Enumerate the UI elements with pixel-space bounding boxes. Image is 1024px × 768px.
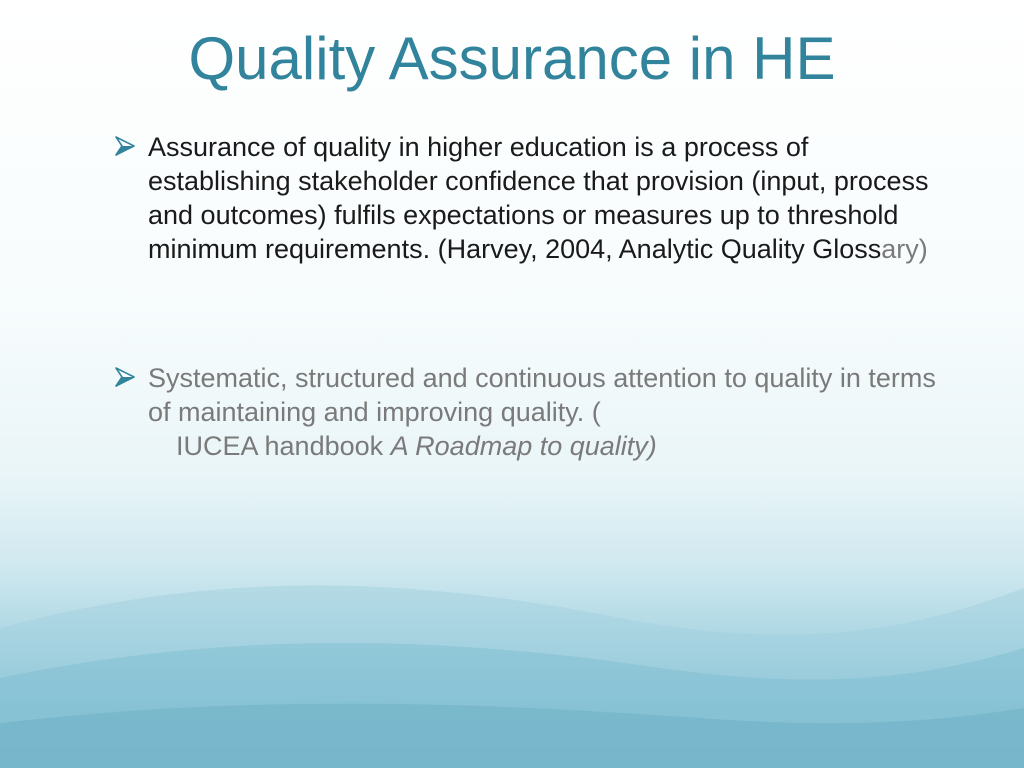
bullet-list [112, 130, 952, 463]
decorative-wave-background [0, 508, 1024, 768]
bullet-item-definition [112, 130, 952, 266]
bullet-text-definition [148, 130, 952, 266]
source-plain: IUCEA handbook [176, 431, 391, 461]
source-citation [148, 429, 952, 463]
bullet-item-systematic [112, 361, 952, 463]
arrow-bullet-icon [114, 367, 136, 387]
bullet-text-main: Systematic, structured and continuous attention to quality in terms of maintaining and improving quality. ( [148, 363, 936, 427]
source-italic: A Roadmap to quality) [390, 431, 657, 461]
arrow-bullet-icon [114, 136, 136, 156]
bullet-text-tail: ary) [881, 234, 928, 264]
bullet-text-systematic [148, 361, 952, 463]
slide-title: Quality Assurance in HE [188, 25, 836, 92]
bullet-text-main: Assurance of quality in higher education is a process of establishing stakeholder confidence that provision (input, process and outcomes) fulfils expectations or measures up to threshold minimum requirements. (Harvey, 2004, Analytic Quality Gloss [148, 132, 929, 264]
